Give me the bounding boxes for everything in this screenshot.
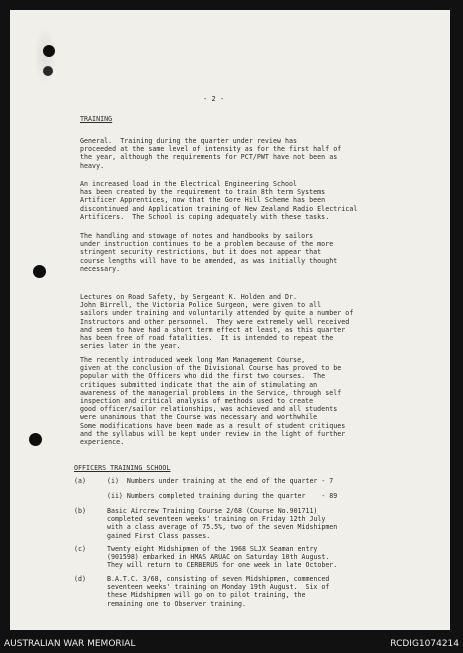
item-text: (i) Numbers under training at the end of the quarter - 7: [107, 477, 334, 485]
paragraph-general: General. Training during the quarter under review has proceeded at the same level of intensity as for the first half of the year, although the requirements for PCT/PWT have not been as heavy.: [80, 137, 342, 170]
item-text: Basic Aircrew Training Course 2/68 (Course No.901711) completed seventeen weeks' training on Friday 12th July with a class average of 75.5%, two of the seven Midshipmen gained First Class passes.: [107, 507, 338, 540]
paragraph-notes-handling: The handling and stowage of notes and handbooks by sailors under instruction continues to be a problem because of the more stringent security restrictions, but it does not appear that course lengths will have to be amended, as was initially thought necessary.: [80, 232, 338, 273]
item-label: (d): [74, 575, 86, 583]
list-item: [74, 477, 333, 485]
item-text: (ii) Numbers completed training during the quarter - 89: [107, 492, 338, 500]
page-number: - 2 -: [203, 95, 225, 103]
section-heading-officers-training: OFFICERS TRAINING SCHOOL: [74, 464, 171, 472]
footer-source: AUSTRALIAN WAR MEMORIAL: [4, 639, 136, 649]
list-item: [74, 545, 337, 570]
paragraph-road-safety: Lectures on Road Safety, by Sergeant K. Holden and Dr. John Birrell, the Victoria Police Surgeon, were given to all sailors under training and voluntarily attended by quite a number of Instructors and other personnel. They were extremely well received and seem to have had a short term effect at least, as this quarter has been free of road fatalities. It is intended to repeat the series later in the year.: [80, 293, 354, 351]
item-label: (b): [74, 507, 86, 515]
list-item: [74, 575, 329, 608]
section-heading-training: TRAINING: [80, 115, 113, 123]
footer-record-id: RCDIG1074214: [390, 639, 459, 649]
punch-hole: [33, 265, 46, 278]
item-text: Twenty eight Midshipmen of the 1968 SLJX Seaman entry (901598) embarked in HMAS ARUAC on Saturday 10th August. They will return to CERBERUS for one week in late October.: [107, 545, 338, 570]
punch-hole: [43, 45, 55, 57]
paragraph-electrical-school: An increased load in the Electrical Engineering School has been created by the requirement to train 8th term Systems Artificer Apprentices, now that the Gore Hill Scheme has been discontinued and Application training of New Zealand Radio Electrical Artificers. The School is coping adequately with these tasks.: [80, 180, 358, 221]
punch-hole: [29, 433, 42, 446]
document-page: [10, 10, 450, 630]
punch-hole: [43, 66, 53, 76]
item-text: B.A.T.C. 3/68, consisting of seven Midshipmen, commenced seventeen weeks' training on Monday 19th August. Six of these Midshipmen will go on to pilot training, the remaining one to Observer training.: [107, 575, 330, 608]
list-item: [74, 507, 337, 540]
archive-footer: [0, 636, 463, 653]
item-label: (a): [74, 477, 86, 485]
paragraph-man-management: The recently introduced week long Man Management Course, given at the conclusion of the Divisional Course has proved to be popular with the Officers who did the first two courses. The critiques submitted indicate that the aim of stimulating an awareness of the managerial problems in the Service, through self inspection and critical analysis of methods used to create good officer/sailor relationships, was achieved and all students were unanimous that the Course was necessary and worthwhile Some modifications have been made as a result of student critiques and the syllabus will be kept under review in the light of further experience.: [80, 356, 346, 447]
item-label: (c): [74, 545, 86, 553]
list-item: [74, 492, 337, 500]
